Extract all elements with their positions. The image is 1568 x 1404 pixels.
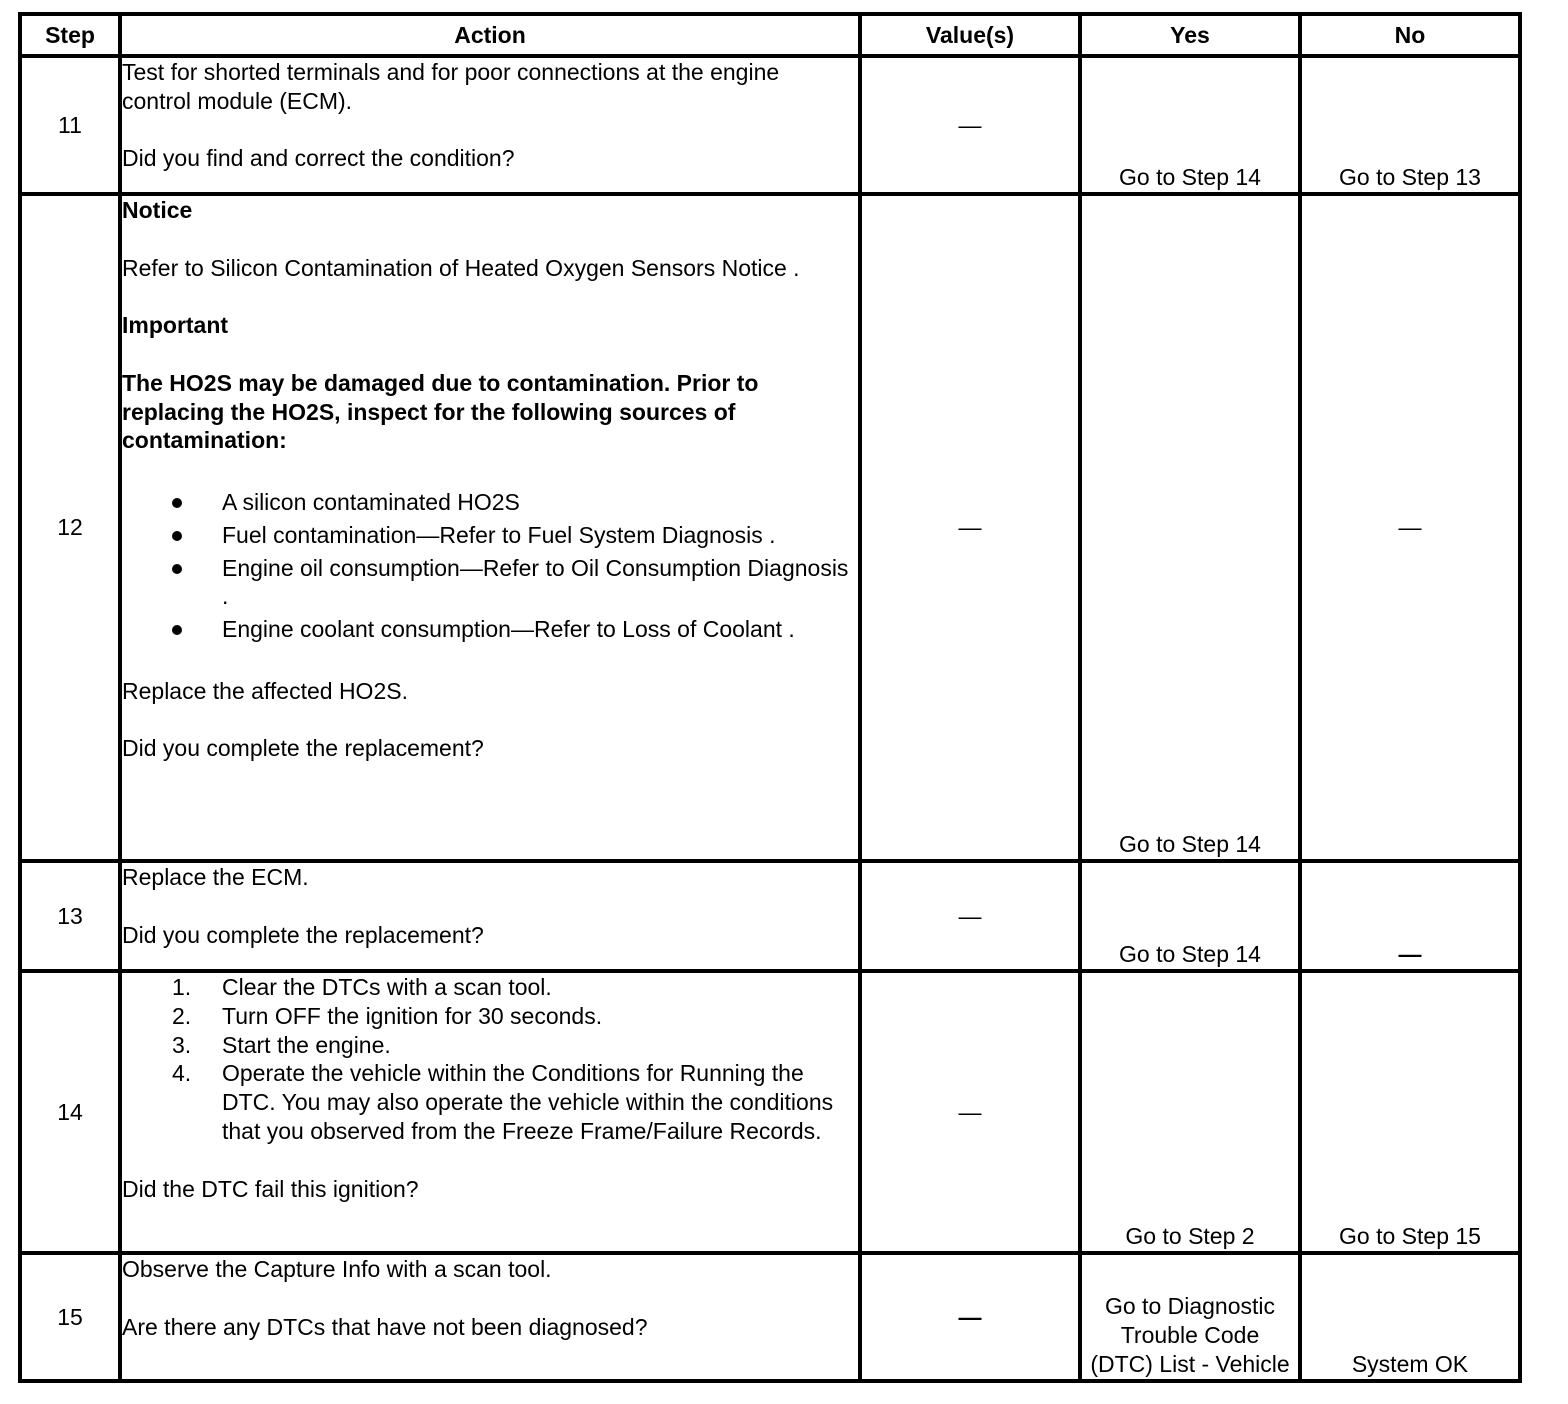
yes-cell: Go to Step 14 bbox=[1080, 861, 1300, 971]
important-heading: Important bbox=[122, 312, 229, 339]
no-cell: System OK bbox=[1300, 1253, 1520, 1381]
action-text: Observe the Capture Info with a scan tool. bbox=[122, 1256, 552, 1282]
notice-text: Refer to Silicon Contamination of Heated Oxygen Sensors Notice . bbox=[122, 254, 800, 281]
list-item: Engine oil consumption—Refer to Oil Consumption Diagnosis . bbox=[122, 554, 858, 612]
header-yes: Yes bbox=[1080, 14, 1300, 56]
no-cell: — bbox=[1300, 861, 1520, 971]
header-row bbox=[20, 14, 1520, 56]
action-text: Test for shorted terminals and for poor connections at the engine control module (ECM). bbox=[122, 59, 780, 114]
value-cell: — bbox=[860, 194, 1080, 861]
yes-cell: Go to Diagnostic Trouble Code (DTC) List - Vehicle bbox=[1080, 1253, 1300, 1381]
yes-cell: Go to Step 14 bbox=[1080, 194, 1300, 861]
list-item: 3. Start the engine. bbox=[172, 1031, 391, 1058]
bullet-icon bbox=[172, 625, 182, 635]
table-row-step-12 bbox=[20, 194, 1520, 861]
no-cell: Go to Step 15 bbox=[1300, 971, 1520, 1253]
table-row-step-11 bbox=[20, 56, 1520, 194]
bullet-icon bbox=[172, 564, 182, 574]
action-question: Did the DTC fail this ignition? bbox=[122, 1175, 419, 1202]
replace-text: Replace the affected HO2S. bbox=[122, 677, 408, 704]
diagnostic-table bbox=[18, 12, 1522, 1383]
yes-cell: Go to Step 2 bbox=[1080, 971, 1300, 1253]
action-cell bbox=[120, 56, 860, 194]
action-cell bbox=[120, 971, 860, 1253]
important-text: The HO2S may be damaged due to contamination. Prior to replacing the HO2S, inspect for the following sources of contamination: bbox=[122, 369, 759, 454]
list-item: Fuel contamination—Refer to Fuel System Diagnosis . bbox=[122, 521, 858, 550]
table-row-step-15 bbox=[20, 1253, 1520, 1381]
step-number: 14 bbox=[20, 971, 120, 1253]
list-item: Engine coolant consumption—Refer to Loss of Coolant . bbox=[122, 615, 858, 644]
value-cell: — bbox=[860, 971, 1080, 1253]
step-number: 13 bbox=[20, 861, 120, 971]
header-no: No bbox=[1300, 14, 1520, 56]
table-row-step-13 bbox=[20, 861, 1520, 971]
header-action: Action bbox=[120, 14, 860, 56]
step-number: 15 bbox=[20, 1253, 120, 1381]
notice-heading: Notice bbox=[122, 197, 193, 223]
no-cell: Go to Step 13 bbox=[1300, 56, 1520, 194]
action-question: Are there any DTCs that have not been diagnosed? bbox=[122, 1313, 648, 1340]
list-item: A silicon contaminated HO2S bbox=[122, 488, 858, 517]
list-item: 2. Turn OFF the ignition for 30 seconds. bbox=[172, 1002, 603, 1029]
value-cell: — bbox=[860, 1253, 1080, 1381]
action-text: Replace the ECM. bbox=[122, 864, 309, 890]
action-cell bbox=[120, 194, 860, 861]
action-cell bbox=[120, 861, 860, 971]
header-values: Value(s) bbox=[860, 14, 1080, 56]
value-cell: — bbox=[860, 861, 1080, 971]
contamination-sources-list bbox=[122, 488, 858, 644]
action-question: Did you find and correct the condition? bbox=[122, 145, 515, 172]
step-number: 12 bbox=[20, 194, 120, 861]
bullet-icon bbox=[172, 531, 182, 541]
action-question: Did you complete the replacement? bbox=[122, 921, 484, 948]
list-item: 1. Clear the DTCs with a scan tool. bbox=[172, 974, 552, 1000]
header-step: Step bbox=[20, 14, 120, 56]
action-cell bbox=[120, 1253, 860, 1381]
yes-cell: Go to Step 14 bbox=[1080, 56, 1300, 194]
procedure-list bbox=[122, 973, 858, 1146]
action-question: Did you complete the replacement? bbox=[122, 735, 484, 762]
no-cell: — bbox=[1300, 194, 1520, 861]
list-item: 4. Operate the vehicle within the Conditions for Running the DTC. You may also operate the vehicle within the conditions that you observed from the Freeze Frame/Failure Records. bbox=[172, 1060, 834, 1144]
table-row-step-14 bbox=[20, 971, 1520, 1253]
value-cell: — bbox=[860, 56, 1080, 194]
bullet-icon bbox=[172, 498, 182, 508]
step-number: 11 bbox=[20, 56, 120, 194]
